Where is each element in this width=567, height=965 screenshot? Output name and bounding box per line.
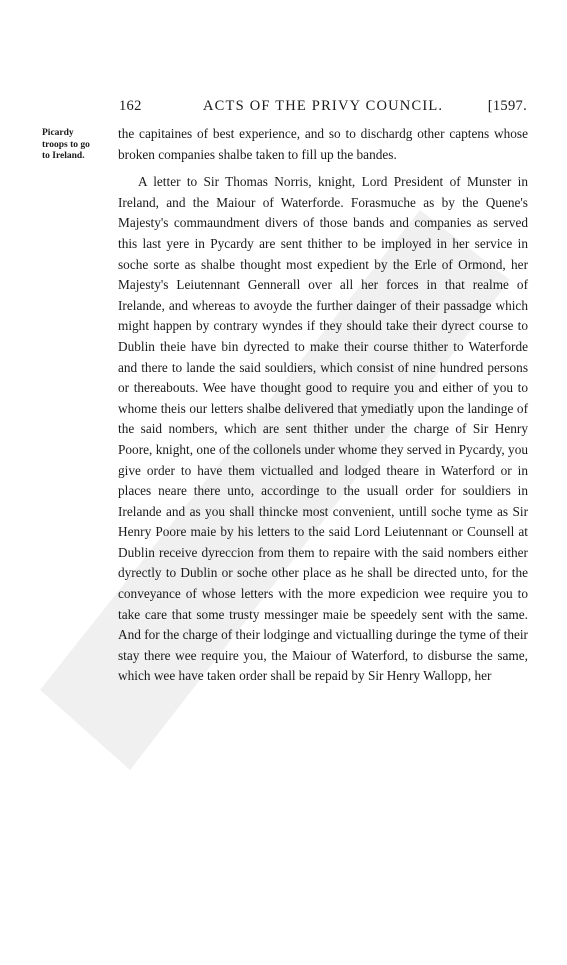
margin-note-line: Picardy: [42, 128, 74, 138]
page-number: 162: [119, 98, 142, 114]
running-header: [117, 98, 527, 118]
year-marker: [1597.: [487, 98, 527, 114]
body-text: [118, 124, 528, 687]
running-title: ACTS OF THE PRIVY COUNCIL.: [203, 98, 444, 114]
margin-note-line: troops to go: [42, 139, 90, 150]
margin-note: [42, 128, 116, 163]
margin-note-line: to Ireland.: [42, 151, 85, 161]
paragraph-letter: A letter to Sir Thomas Norris, knight, Lord President of Munster in Ireland, and the Maiour of Waterforde. Forasmuche as by the Quene's Majesty's commaundment divers of those bands and companies as served this last yere in Pycardy are sent thither to be imployed in her service in soche sorte as shalbe thought most expedient by the Erle of Ormond, her Majesty's Leiutennant Gennerall over all her forces in that realme of Irelande, and whereas to avoyde the further dainger of their passadge which might happen by contrary wyndes if they should take their dyrect course to Dublin theie have bin dyrected to make their course thither to Waterforde and there to lande the said souldiers, which consist of nine hundred persons or thereabouts. Wee have thought good to require you and either of you to whome theis our letters shalbe delivered that ymediatly upon the landinge of the said nombers, which are sent thither under the charge of Sir Henry Poore, knight, one of the collonels under whome they served in Pycardy, you give order to have them victualled and lodged theare in Waterford or in places neare there unto, accordinge to the usuall order for souldiers in Irelande and as you shall thincke most convenient, untill soche tyme as Sir Henry Poore maie by his letters to the said Lord Leiutennant or Counsell at Dublin receive dyreccion from them to repaire with the said nombers either dyrectly to Dublin or soche other place as he shall be directed unto, for the conveyance of whose letters with the more expedicion wee require you to take care that some trusty messinger maie be speedely sent with the same. And for the charge of their lodginge and victualling duringe the tyme of their stay there wee require you, the Maiour of Waterford, to disburse the same, which wee have taken order shall be repaid by Sir Henry Wallopp, her: [118, 174, 528, 684]
paragraph-continuation: the capitaines of best experience, and so to dischardg other captens whose broken companies shalbe taken to fill up the bandes.: [118, 126, 528, 162]
